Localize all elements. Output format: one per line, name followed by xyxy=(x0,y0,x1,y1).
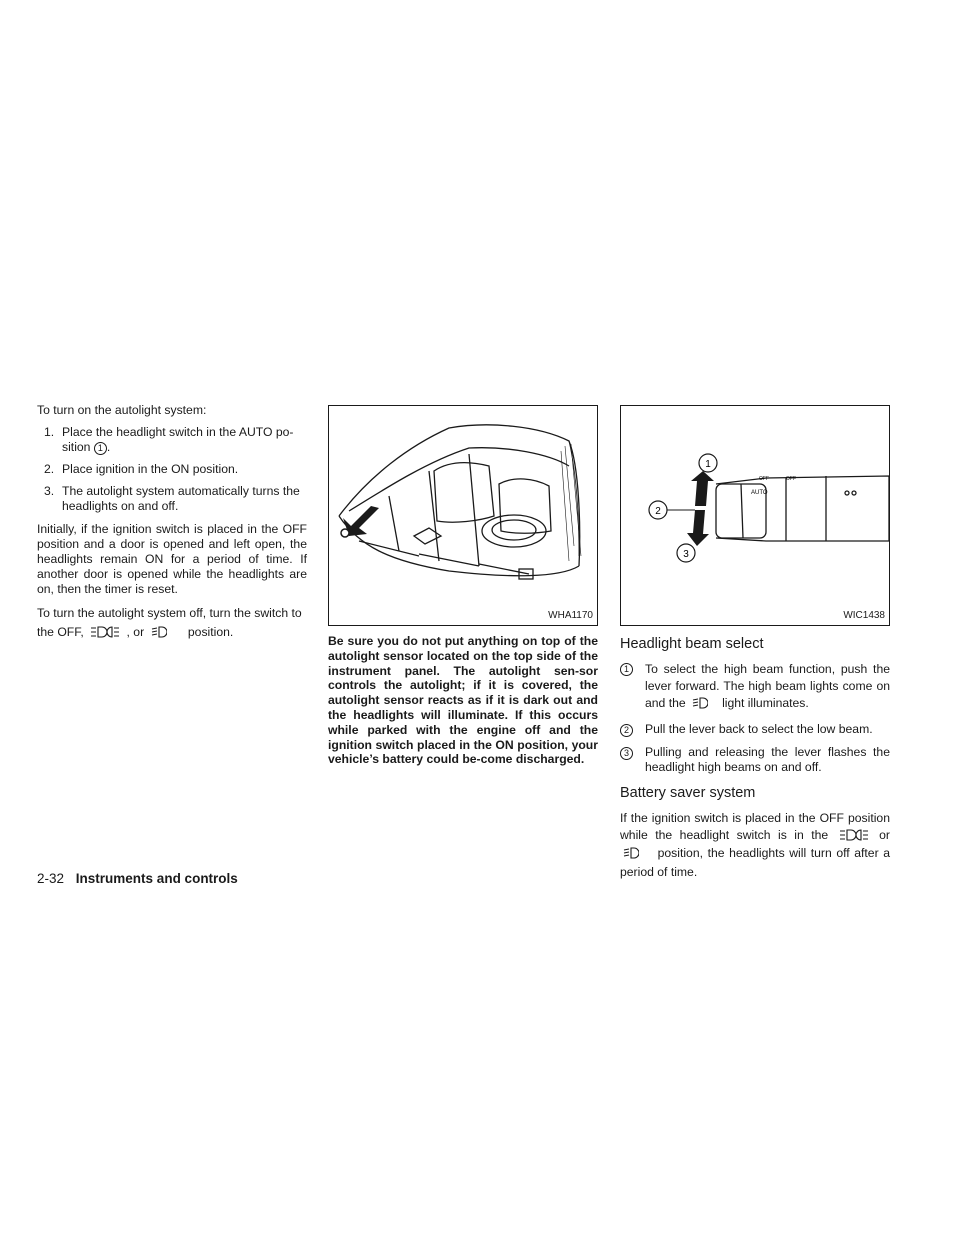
parking-light-icon xyxy=(839,829,869,846)
autolight-intro: To turn on the autolight system: xyxy=(37,403,207,417)
figure-code: WHA1170 xyxy=(548,610,593,621)
dashboard-drawing xyxy=(329,406,597,625)
parking-light-icon xyxy=(90,625,120,644)
left-column xyxy=(37,403,307,651)
callout-3: 3 xyxy=(683,549,689,560)
beam-select-items xyxy=(620,661,890,775)
dashboard-sensor-illustration xyxy=(328,405,598,626)
headlight-lever-illustration xyxy=(620,405,890,626)
battery-saver-paragraph: If the ignition switch is placed in the OFF position while the headlight switch is in the or position, the headlights will turn off after a period of time. xyxy=(620,811,890,879)
beam-select-heading: Headlight beam select xyxy=(620,636,764,652)
callout-2: 2 xyxy=(655,506,661,517)
headlight-icon xyxy=(623,847,639,864)
figure-code: WIC1438 xyxy=(843,610,885,621)
list-item: 2 Pull the lever back to select the low beam. xyxy=(620,722,890,737)
list-item: 3 Pulling and releasing the lever flashes the headlight high beams on and off. xyxy=(620,745,890,775)
list-item: 2. Place ignition in the ON position. xyxy=(44,462,239,476)
page-footer xyxy=(37,871,238,886)
sensor-warning: Be sure you do not put anything on top of the autolight sensor located on the top side of the instrument panel. The autolight sen-sor controls the autolight; if it is covered, the autolight sensor reacts as if it is dark out and the headlights will illuminate. If this occurs while parked with the engine off and the ignition switch placed in the ON position, your vehicle’s battery could be-come discharged. xyxy=(328,634,598,767)
headlight-icon xyxy=(151,625,167,644)
autolight-off-paragraph: To turn the autolight system off, turn the switch to the OFF, , or position. xyxy=(37,604,307,644)
right-column xyxy=(620,405,890,887)
callout-1: 1 xyxy=(705,459,711,470)
autolight-steps xyxy=(37,425,307,514)
list-item: 1. Place the headlight switch in the AUTO po-sition 1 . xyxy=(44,425,294,454)
middle-column xyxy=(328,405,598,767)
off-label-2: OFF xyxy=(786,476,796,482)
section-title: Instruments and controls xyxy=(75,871,238,886)
timer-paragraph: Initially, if the ignition switch is placed in the OFF position and a door is opened and left open, the headlights remain ON for a period of time. If another door is opened while the headlights are on, then the timer is reset. xyxy=(37,522,307,596)
list-item: 3. The autolight system automatically turns the headlights on and off. xyxy=(44,484,300,513)
headlight-icon xyxy=(692,697,708,714)
lever-drawing xyxy=(621,406,889,625)
list-item: 1 To select the high beam function, push the lever forward. The high beam lights come on and the light illuminates. xyxy=(620,661,890,714)
circled-number: 1 xyxy=(94,442,107,455)
off-label: OFF xyxy=(759,476,769,482)
battery-saver-heading: Battery saver system xyxy=(620,785,756,801)
page-number: 2-32 xyxy=(37,871,65,886)
auto-label: AUTO xyxy=(751,490,768,496)
